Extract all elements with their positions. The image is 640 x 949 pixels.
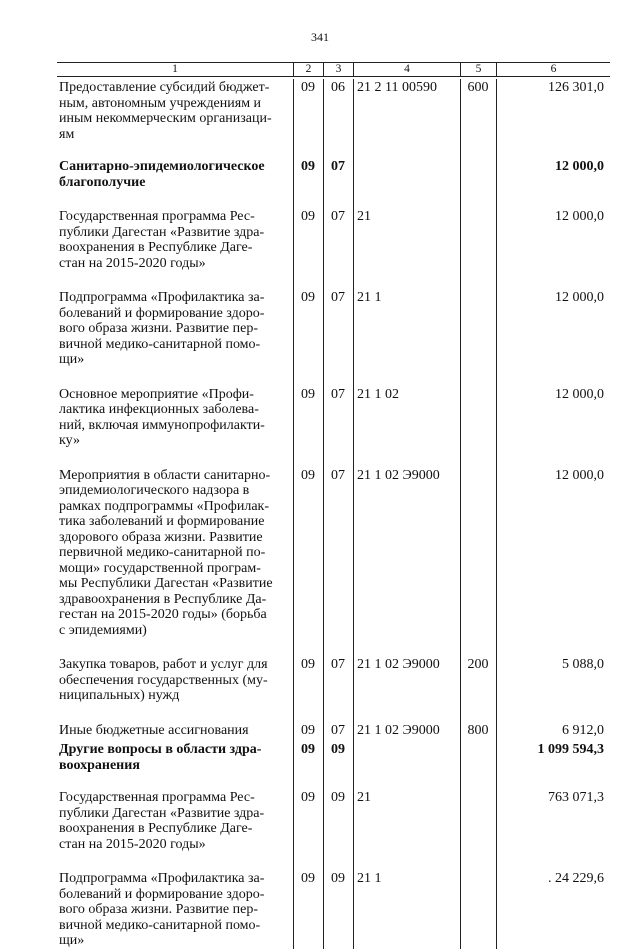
expense-type-code: [460, 870, 496, 949]
target-article-code: 21 1: [357, 871, 382, 886]
target-article-code: 21 2 11 00590: [357, 80, 437, 95]
subsection-code: 09: [331, 790, 345, 805]
amount: 12 000,0: [555, 159, 604, 174]
target-article-code: 21: [357, 209, 371, 224]
amount: 12 000,0: [555, 209, 604, 224]
section-code: 09: [301, 871, 315, 886]
budget-table: [57, 62, 610, 949]
table-row: [57, 208, 610, 271]
section-code: 09: [301, 467, 315, 483]
amount: 12 000,0: [555, 386, 604, 402]
row-description: Другие вопросы в области здра- воохранения: [59, 742, 262, 773]
subsection-code: 07: [331, 722, 345, 738]
column-header: 2: [293, 63, 323, 76]
expense-type-code: [460, 467, 496, 639]
column-header: 5: [460, 63, 496, 76]
amount: 126 301,0: [548, 80, 604, 95]
column-divider: [323, 79, 324, 949]
section-code: 09: [301, 742, 315, 757]
subsection-code: 07: [331, 159, 345, 174]
subsection-code: 07: [331, 657, 345, 672]
table-row: [57, 656, 610, 704]
row-description: Закупка товаров, работ и услуг для обеспечения государственных (му- ниципальных) нужд: [59, 657, 268, 703]
subsection-code: 07: [331, 386, 345, 402]
target-article-code: [353, 741, 460, 773]
expense-type-code: [460, 289, 496, 368]
expense-type-code: [460, 741, 496, 773]
table-row: [57, 158, 610, 190]
table-row: [57, 289, 610, 368]
amount: 12 000,0: [555, 467, 604, 483]
subsection-code: 07: [331, 209, 345, 224]
expense-type-code: 600: [467, 80, 489, 95]
table-row: [57, 386, 610, 449]
row-description: Иные бюджетные ассигнования: [59, 722, 249, 738]
table-row: [57, 722, 610, 739]
target-article-code: 21 1 02: [357, 386, 399, 402]
amount: 12 000,0: [555, 290, 604, 305]
section-code: 09: [301, 386, 315, 402]
table-row: [57, 789, 610, 852]
subsection-code: 09: [331, 742, 345, 757]
table-row: [57, 79, 610, 142]
section-code: 09: [301, 290, 315, 305]
section-code: 09: [301, 80, 315, 95]
page-number: 341: [311, 30, 329, 44]
subsection-code: 07: [331, 467, 345, 483]
expense-type-code: [460, 158, 496, 190]
table-body: [57, 79, 610, 949]
section-code: 09: [301, 159, 315, 174]
table-row: [57, 741, 610, 773]
table-row: [57, 870, 610, 949]
target-article-code: [353, 158, 460, 190]
target-article-code: 21 1 02 Э9000: [357, 467, 440, 483]
amount: 763 071,3: [548, 790, 604, 805]
section-code: 09: [301, 722, 315, 738]
expense-type-code: 200: [467, 657, 489, 672]
column-divider: [353, 79, 354, 949]
target-article-code: 21 1 02 Э9000: [357, 722, 440, 738]
section-code: 09: [301, 209, 315, 224]
target-article-code: 21 1 02 Э9000: [357, 657, 440, 672]
amount: 1 099 594,3: [537, 742, 604, 757]
row-description: Государственная программа Рес- публики Дагестан «Развитие здра- воохранения в Республике Даге- стан на 2015-2020 годы»: [59, 790, 265, 852]
row-description: Основное мероприятие «Профи- лактика инфекционных заболева- ний, включая иммунопрофилакти- ку»: [59, 386, 265, 448]
table-row: [57, 467, 610, 639]
column-divider: [460, 79, 461, 949]
section-code: 09: [301, 657, 315, 672]
expense-type-code: [460, 789, 496, 852]
subsection-code: 06: [331, 80, 345, 95]
expense-type-code: 800: [467, 722, 489, 738]
expense-type-code: [460, 208, 496, 271]
amount: . 24 229,6: [548, 871, 604, 886]
column-header: 1: [172, 63, 178, 75]
target-article-code: 21 1: [357, 290, 382, 305]
target-article-code: 21: [357, 790, 371, 805]
row-description: Мероприятия в области санитарно- эпидемиологического надзора в рамках подпрограммы «Профилак- тика заболеваний и формирование здорового образа жизни. Развитие первичной медико-санитарной по- мощи» государственной програм- мы Республики Дагестан «Развитие здравоохранения в Республике Да- гестан на 2015-2020 годы» (борьба с эпидемиями): [59, 467, 273, 638]
column-header: 3: [323, 63, 353, 76]
row-description: Государственная программа Рес- публики Дагестан «Развитие здра- воохранения в Республике Даге- стан на 2015-2020 годы»: [59, 209, 265, 271]
expense-type-code: [460, 386, 496, 449]
column-divider: [293, 79, 294, 949]
row-description: Подпрограмма «Профилактика за- болеваний и формирование здоро- вого образа жизни. Развитие пер- вичной медико-санитарной помо- щи»: [59, 871, 265, 948]
amount: 5 088,0: [562, 657, 604, 672]
subsection-code: 07: [331, 290, 345, 305]
amount: 6 912,0: [562, 722, 604, 738]
column-divider: [496, 79, 497, 949]
column-header: 6: [496, 63, 610, 76]
subsection-code: 09: [331, 871, 345, 886]
table-header-row: [57, 62, 610, 77]
row-description: Подпрограмма «Профилактика за- болеваний и формирование здоро- вого образа жизни. Развитие пер- вичной медико-санитарной помо- щи»: [59, 290, 265, 367]
row-description: Санитарно-эпидемиологическое благополучие: [59, 159, 265, 190]
section-code: 09: [301, 790, 315, 805]
row-description: Предоставление субсидий бюджет- ным, автономным учреждениям и иным некоммерческим организаци- ям: [59, 80, 272, 142]
column-header: 4: [353, 63, 460, 76]
